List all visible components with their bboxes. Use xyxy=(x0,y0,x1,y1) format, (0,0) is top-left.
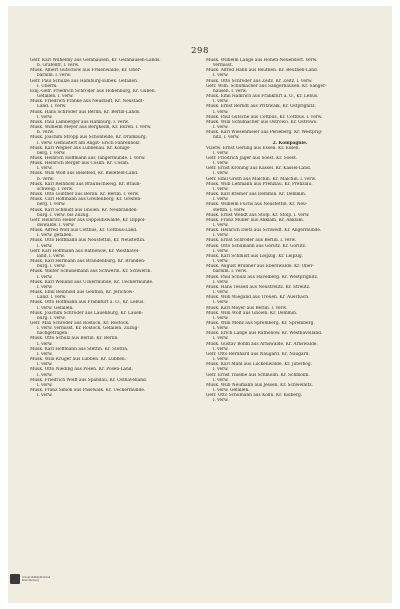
entry-line: Musk. Wilhelm Meyer aus Bergheim, Kr. Buren. l. verw. xyxy=(30,125,152,131)
entry-line: l. verw. xyxy=(213,161,229,167)
entry-line: land. l. verw. xyxy=(37,253,65,259)
entry-line: l. verw. xyxy=(37,351,53,357)
entry-line: Musk. Otto Hoffmann aus Frankfurt a. O., Kr. Lebus. xyxy=(30,300,145,306)
entry-line: Musk. Otto Günther aus Berlin. Kr. Berlin. l. verw. xyxy=(30,192,140,198)
entry-line: l. verw. xyxy=(213,346,229,352)
entry-line: Musk. Willi Wolf aus Gnoien. Kr. Demmin. xyxy=(206,310,298,316)
entry-line: Musk. Joachim Stropp aus Schönfelde, Kr. Dramburg. xyxy=(30,135,147,141)
entry-line: l. verw. xyxy=(37,166,53,172)
entry-line: Vizefw. Ernst Gerling aus Essen. Kr. Essen. xyxy=(206,145,300,151)
entry-line: l. verw. xyxy=(37,114,53,120)
entry-line: l. verw. xyxy=(213,398,229,404)
entry-line: Gefr. Karl Hoffmann aus Rathenow, Kr. Westhavel- xyxy=(30,248,140,254)
entry-line: l. verw. Gemustert am Angst- Erich Fahrenholz. xyxy=(37,140,141,146)
entry-line: Musk. Karl Weiland aus Uckermünde, Kr. Ueckermünde. xyxy=(30,279,154,285)
entry-line: Musk. Ernst Berndt aus Pritzwalk, Kr. Ostprignitz. xyxy=(206,104,316,110)
entry-line: Musk. Otto Hoffmann aus Neustettin, Kr. Neustettin. xyxy=(30,238,146,244)
entry-line: Musk. Emil Reinhold aus Genthin, Kr. Jerichow- xyxy=(30,290,134,296)
entry-line: Gefr. Friedrich Jäger aus Soest. Kr. Soest. xyxy=(206,155,298,161)
entry-line: Musk. Karl Schmidt aus Leipzig. Kr. Leipzig. xyxy=(206,253,304,259)
entry-line: l. verw. xyxy=(213,186,229,192)
entry-line: Gefr. Ernst Kröning aus Kassel. Kr. Kassel-Land. xyxy=(206,166,312,172)
entry-line: l. verw. xyxy=(213,99,229,105)
entry-line: Musk. Karl Reinhold aus Braunschweig. Kr. Braun- xyxy=(30,181,141,187)
entry-line: Musk. Albert Gütschow aus Freienwalde, Kr. Ober- xyxy=(30,68,142,74)
entry-line: burg. l. verw. xyxy=(37,264,66,270)
entry-line: Musk. Willi Wolf aus Bielefeld, Kr. Bielefeld-Land. xyxy=(30,171,139,177)
entry-line: Musk. Friedrich Franke aus Neustadt, Kr. Neustadt- xyxy=(30,99,144,105)
entry-line: burg. l. verw. bis Zuzug. xyxy=(37,212,90,218)
entry-line: Musk. Otto Schumann aus Görlitz. Kr. Görlitz. xyxy=(206,243,307,249)
entry-line: Gefr. Heinrich Heller aus Dippoldiswalde, Kr. Dippol- xyxy=(30,217,146,223)
entry-line: l. verw. xyxy=(213,357,229,363)
entry-line: Musk. Karl Wiesenmeier aus Perleberg. Kr. Westprig- xyxy=(206,130,323,136)
entry-line: berg. l. verw. xyxy=(37,202,66,208)
entry-line: l. verw. xyxy=(213,259,229,265)
entry-line: l. verw. xyxy=(213,223,229,228)
entry-line: Musk. Carl Hoffmann aus Greifenberg, Kr. Greifen- xyxy=(30,197,142,203)
entry-line: burg. l. verw. xyxy=(37,315,66,321)
entry-line: Musk. Franz Simon aus Pasewalk. Kr. Ueckermünde. xyxy=(30,388,146,393)
entry-line: Musk. Ernst Wendt aus Stolp. Kr. Stolp. l. verw. xyxy=(206,212,310,218)
entry-line: Gefr. Otto Bernhard aus Naugard. Kr. Naugard. xyxy=(206,351,310,357)
entry-line: l. verw. xyxy=(37,382,53,388)
entry-line: stettin. l. verw. xyxy=(213,207,246,213)
entry-line: l. verw. xyxy=(213,125,229,131)
entry-line: barnim. l. verw. xyxy=(37,73,71,79)
entry-line: Musk. Willi Lehmann aus Prenzlau. Kr. Prenzlau. xyxy=(206,181,313,187)
entry-line: Musk. Paul Gutsche aus Cottbus, Kr. Cottbus. l. verw. xyxy=(206,114,323,120)
entry-line: b. verw. xyxy=(37,130,55,136)
entry-line: Musk. Franz Müller aus Anklam. Kr. Anklam. xyxy=(206,217,305,223)
entry-line: Musk. Otto Schulz aus Berlin. Kr. Berlin. xyxy=(30,336,119,342)
entry-line: Musk. Karl Bremer aus Demmin. Kr. Demmin. xyxy=(206,192,307,198)
entry-line: barnim. l. verw. xyxy=(213,269,247,275)
entry-line: Musk. Hans Tessell aus Neustrelitz. Kr. Strelitz. xyxy=(206,284,311,290)
entry-line: Musk. Walter Schünemann aus Schwerin. Kr. Schwerin. xyxy=(30,269,152,275)
right-column xyxy=(206,58,374,403)
entry-line: l. verw. vermisst. Kr. Rostock. Gefallen. Zuzug- xyxy=(37,326,139,332)
entry-line: Musk. Willi Schumacher aus Ostrowo. Kr. Ostrowo. xyxy=(206,119,318,125)
entry-line: Musk. Erich Lange aus Rathenow. Kr. Westhavelland. xyxy=(206,331,323,337)
entry-line: l. verw. xyxy=(37,243,53,249)
entry-line: Gefr. Otto Schumann aus Kölln. Kr. Kolberg. xyxy=(206,393,303,399)
entry-line: Gefr. Ernst Thieme aus Schmölln. Kr. Schmölln. xyxy=(206,372,310,378)
entry-line: hausen. l. verw. xyxy=(213,88,248,94)
entry-line: l. verw. Gefallen. xyxy=(213,388,250,393)
library-logo xyxy=(10,568,54,590)
entry-line: l. verw. gefallen. xyxy=(37,233,73,239)
page-sheet xyxy=(8,6,392,603)
entry-line: nitz. l. verw. xyxy=(213,135,240,141)
entry-line: l. verw. xyxy=(37,393,53,399)
entry-line: l. verw. Gefallen. xyxy=(37,305,74,311)
entry-line: Musk. Willi Menz aus Spremberg. Kr. Spremberg. xyxy=(206,320,315,326)
entry-line: l. verw. xyxy=(37,274,53,280)
entry-line: berg. l. verw. xyxy=(37,150,66,156)
entry-line: Einj.-Gefr. Friedrich Schröder aus Hohenburg, Kr. Guben. xyxy=(30,88,156,94)
entry-line: Gefr. Karl Wilhelmy aus Gelnhausen, Kr. Gelnhausen-Lands. xyxy=(30,58,161,63)
entry-line: Gefr. Paul Schulze aus Hamburg-Eilbek. Gefallen. xyxy=(30,78,139,84)
entry-line: Musk. Paul Schulz aus Havelberg. Kr. Westprignitz. xyxy=(206,274,319,280)
entry-line: Land. l. verw. xyxy=(37,295,67,301)
page-number: 298 xyxy=(191,46,209,56)
entry-line: l. verw. xyxy=(213,248,229,254)
entry-line: l. verw. xyxy=(213,367,229,373)
library-logo-icon xyxy=(10,574,20,584)
entry-line: l. verw. xyxy=(213,73,229,79)
entry-line: Musk. Alfred Wolf aus Cottbus, Kr. Cottbus-Land. xyxy=(30,228,138,234)
entry-line: Musk. Wilhelm Fuchs aus Neustettin. Kr. Neu- xyxy=(206,202,308,208)
entry-line: Musk. Karl Mahl aus Luckenwalde. Kr. Jüterbog. xyxy=(206,362,313,368)
entry-line: Gefr. Emil Groth aus Malchin. Kr. Malchin. l. verw. xyxy=(206,176,316,182)
entry-line: Gefallen. l. verw. xyxy=(37,94,74,100)
entry-line: diswalde. l. verw. xyxy=(37,223,75,228)
entry-line: l. verw. xyxy=(213,326,229,332)
entry-line: l. verw. xyxy=(37,284,53,290)
entry-line: l. verw. xyxy=(213,279,229,285)
entry-line: Musk. Wilhelm Lange aus Hohen-Neuendorf. Verw. xyxy=(206,58,318,63)
entry-line: l. verw. xyxy=(213,171,229,177)
entry-line: Musk. Friedrich Wolff aus Spandau, Kr. Osthavelland. xyxy=(30,377,148,383)
entry-line: l. verw. xyxy=(213,336,229,342)
entry-line: Land. l. verw. xyxy=(37,104,67,110)
entry-line: l. verw. xyxy=(37,372,53,378)
entry-line: Musk. Heinrich Berger aus Cöslin. Kr. Cöslin. xyxy=(30,161,130,167)
entry-line: l. verw. xyxy=(37,362,53,368)
entry-line: Musk. Heinrich Hoffmann aus Tangermünde. l. verw. xyxy=(30,155,146,161)
entry-line: b. Grafentr. l. verw. xyxy=(37,63,80,69)
entry-line: Musk. Willi Krüger aus Lübben. Kr. Lübben. xyxy=(30,357,127,363)
entry-line: Musk. Willi Wiegand aus Treuen. Kr. Auerbach. xyxy=(206,295,310,301)
entry-line: vermisst. xyxy=(213,63,233,69)
entry-line: l. verw. xyxy=(213,300,229,306)
entry-line: Musk. Karl Meyer aus Berlin. l. verw. xyxy=(206,305,288,311)
entry-line: l. Überm. xyxy=(37,83,58,89)
entry-line: Musk. Joachim Schröder aus Lauenburg, Kr. Lauen- xyxy=(30,310,143,316)
entry-line: Musk. Otto Schröder aus Zeitz. Kr. Zeitz. l. verw. xyxy=(206,78,313,84)
entry-line: Musk. Karl Wegner aus Lübbenau. Kr. Königs- xyxy=(30,145,131,151)
section-heading: 2. Kompagnie. xyxy=(272,140,308,146)
left-column xyxy=(30,58,198,398)
entry-line: Musk. Alfred Hahn aus Beuthen. Kr. Beuthen-Land. xyxy=(206,68,319,74)
entry-line: b. verw. xyxy=(37,176,55,182)
entry-line: Musk. Ernst Schröder aus Berlin. l. verw. xyxy=(206,238,297,244)
entry-line: l. verw. xyxy=(37,341,53,347)
entry-line: l. verw. xyxy=(213,315,229,321)
entry-line: Musk. Heinrich Dietz aus Schwedt. Kr. Angermünde. xyxy=(206,228,322,234)
entry-line: Musk. Otto Nieding aus Posen. Kr. Posen-Land. xyxy=(30,367,133,373)
entry-line: Musk. Hans Schröder aus Berlin, Kr. Berlin-Lands. xyxy=(30,109,141,115)
entry-line: Musk. Paul Lamberger aus Hamburg. l. verw. xyxy=(30,119,130,125)
library-logo-line-2: Brandenburg xyxy=(22,579,39,582)
entry-line: schweig. l. verw. xyxy=(37,186,74,192)
entry-line: Musk. Gustav Böhm aus Arnswalde. Kr. Arnswalde. xyxy=(206,341,318,347)
library-logo-line-1: Universitätsbibliothek xyxy=(22,576,51,579)
entry-line: Musk. Emil Hamrich aus Frankfurt a. O., Kr. Lebus. xyxy=(206,94,319,100)
entry-line: Musk. Willi Neumann aus Jessen. Kr. Schweinitz. xyxy=(206,382,313,388)
entry-line: Gefr. Max Schröder aus Rostock, Kr. Rostock. xyxy=(30,320,130,326)
entry-line: nachgetragen. xyxy=(37,331,69,337)
entry-line: Musk. Karl Schmidt aus Gnoien. Kr. Neubranden- xyxy=(30,207,139,213)
entry-line: Musk. Karl Hoffmann aus Stettin. Kr. Stettin. xyxy=(30,346,129,352)
entry-line: l. verw. xyxy=(213,233,229,239)
entry-line: l. verw. xyxy=(213,109,229,115)
entry-line: Musk. August Brunner aus Eberswalde. Kr. Ober- xyxy=(206,264,314,270)
entry-line: l. verw. xyxy=(213,290,229,296)
entry-line: l. verw. xyxy=(213,377,229,383)
entry-line: l. verw. xyxy=(213,150,229,156)
library-logo-text xyxy=(22,576,50,582)
entry-line: Gefr. Wilh. Schumacher aus Sangerhausen. Kr. Sanger- xyxy=(206,83,327,89)
entry-line: Musk. Karl Hermann aus Brandenburg. Kr. Branden- xyxy=(30,259,146,265)
entry-line: l. verw. xyxy=(213,197,229,203)
